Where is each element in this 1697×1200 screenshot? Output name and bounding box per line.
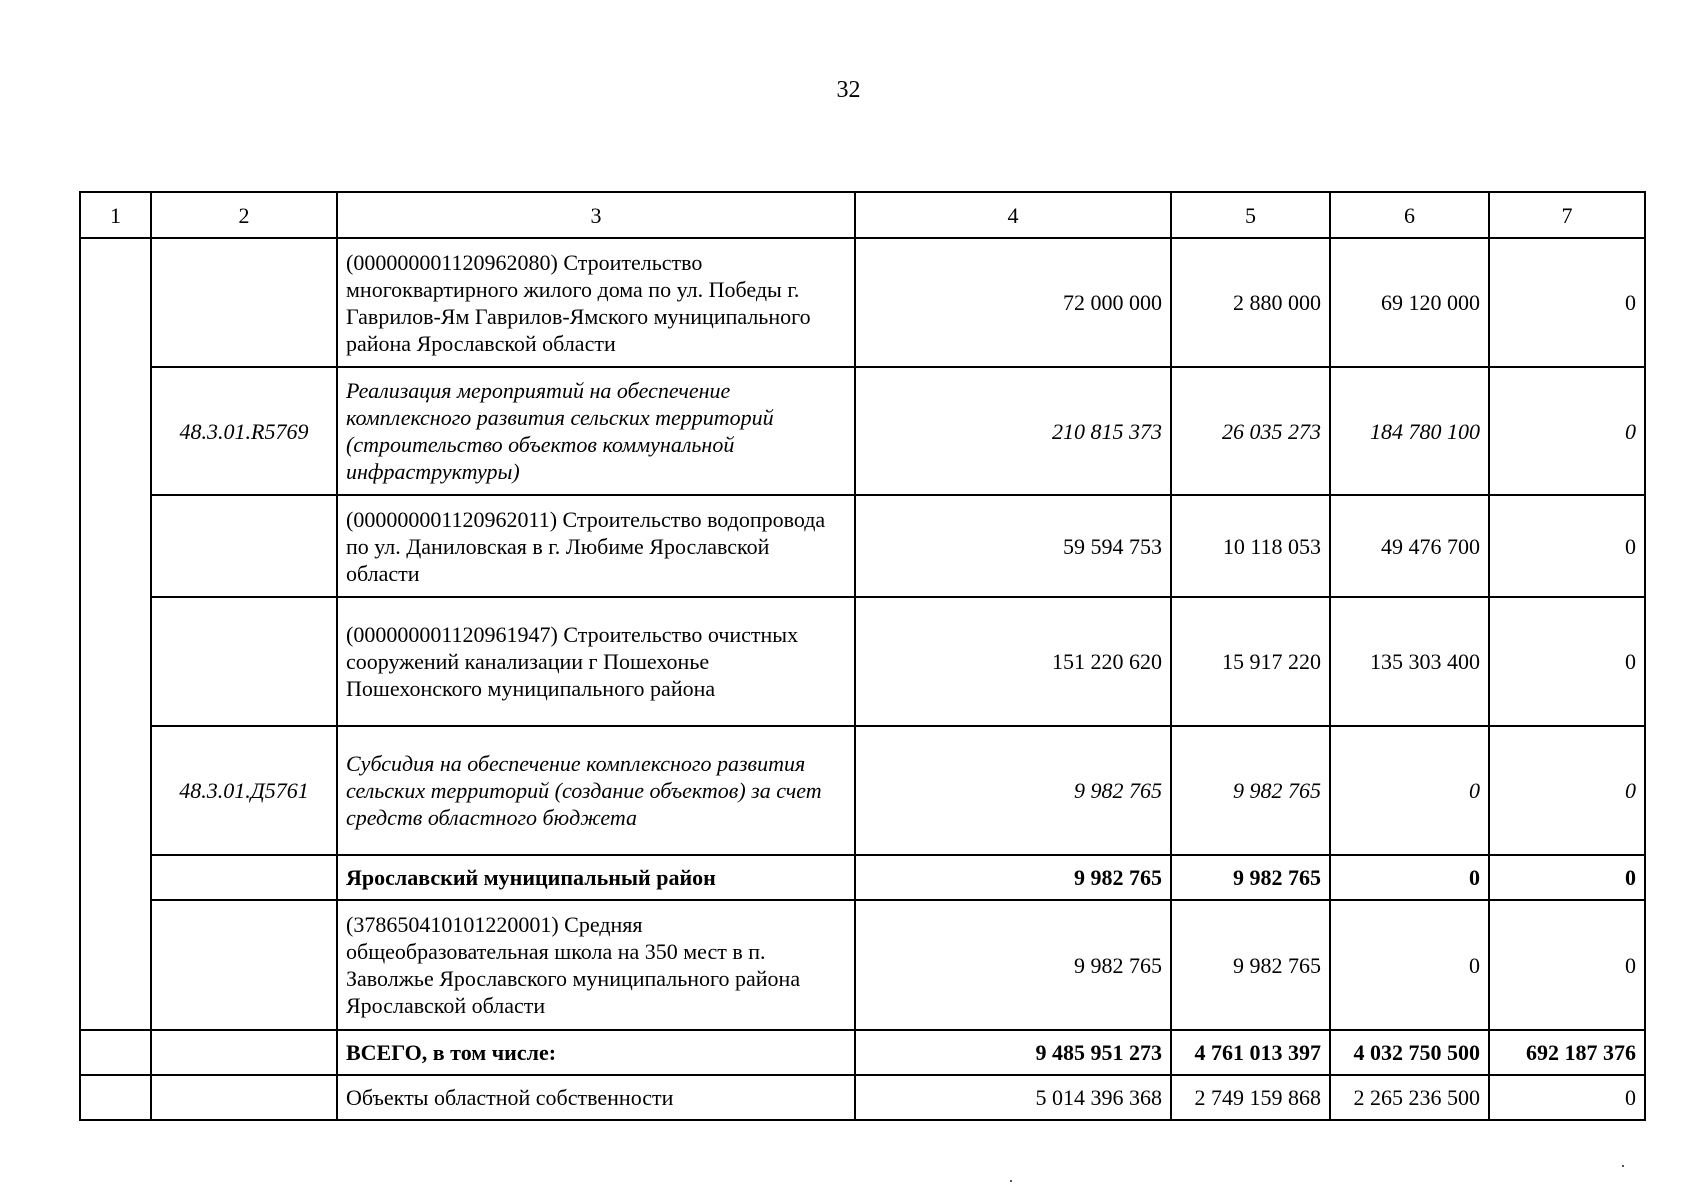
row-value-col6: 0 bbox=[1330, 900, 1489, 1030]
row-value-col5: 15 917 220 bbox=[1171, 597, 1330, 726]
row-code bbox=[151, 855, 337, 900]
row-name: (378650410101220001) Средняя общеобразовательная школа на 350 мест в п. Заволжье Ярославского муниципального района Ярославской области bbox=[337, 900, 855, 1030]
row-name: Субсидия на обеспечение комплексного развития сельских территорий (создание объектов) за счет средств областного бюджета bbox=[337, 726, 855, 855]
page-number: 32 bbox=[836, 77, 861, 103]
table-row bbox=[80, 900, 1645, 1030]
row-value-col6: 49 476 700 bbox=[1330, 495, 1489, 597]
row-value-col5: 10 118 053 bbox=[1171, 495, 1330, 597]
column-header: 6 bbox=[1330, 192, 1489, 238]
row-value-col4: 9 982 765 bbox=[855, 855, 1171, 900]
row-value-col7: 0 bbox=[1489, 597, 1645, 726]
table-row bbox=[80, 597, 1645, 726]
row-value-col5: 2 749 159 868 bbox=[1171, 1075, 1330, 1120]
row-value-col6: 4 032 750 500 bbox=[1330, 1030, 1489, 1075]
row-value-col5: 4 761 013 397 bbox=[1171, 1030, 1330, 1075]
row-value-col4: 9 982 765 bbox=[855, 726, 1171, 855]
row-value-col7: 0 bbox=[1489, 367, 1645, 495]
row-value-col4: 5 014 396 368 bbox=[855, 1075, 1171, 1120]
row-value-col5: 9 982 765 bbox=[1171, 726, 1330, 855]
table-header-row bbox=[80, 192, 1645, 238]
row-code bbox=[151, 1075, 337, 1120]
table-row bbox=[80, 238, 1645, 367]
column-header: 7 bbox=[1489, 192, 1645, 238]
row-value-col6: 135 303 400 bbox=[1330, 597, 1489, 726]
row-value-col5: 26 035 273 bbox=[1171, 367, 1330, 495]
table-row bbox=[80, 1075, 1645, 1120]
row-value-col7: 0 bbox=[1489, 855, 1645, 900]
row-value-col5: 9 982 765 bbox=[1171, 900, 1330, 1030]
row-name: Реализация мероприятий на обеспечение комплексного развития сельских территорий (строительство объектов коммунальной инфраструктуры) bbox=[337, 367, 855, 495]
row-value-col4: 151 220 620 bbox=[855, 597, 1171, 726]
row-value-col4: 72 000 000 bbox=[855, 238, 1171, 367]
scan-speck bbox=[1622, 1165, 1624, 1167]
row-value-col7: 0 bbox=[1489, 900, 1645, 1030]
row-code bbox=[151, 238, 337, 367]
row-value-col4: 210 815 373 bbox=[855, 367, 1171, 495]
row-value-col4: 9 485 951 273 bbox=[855, 1030, 1171, 1075]
row-value-col7: 0 bbox=[1489, 726, 1645, 855]
row-name: (000000001120962011) Строительство водопровода по ул. Даниловская в г. Любиме Ярославской области bbox=[337, 495, 855, 597]
column-header: 4 bbox=[855, 192, 1171, 238]
row-value-col5: 9 982 765 bbox=[1171, 855, 1330, 900]
row-value-col4: 59 594 753 bbox=[855, 495, 1171, 597]
table-row bbox=[80, 495, 1645, 597]
budget-table bbox=[79, 191, 1646, 1121]
column-header: 2 bbox=[151, 192, 337, 238]
scan-speck bbox=[1010, 1180, 1012, 1182]
row-code: 48.3.01.Д5761 bbox=[151, 726, 337, 855]
row-value-col6: 0 bbox=[1330, 726, 1489, 855]
row-code bbox=[151, 900, 337, 1030]
row-value-col7: 0 bbox=[1489, 238, 1645, 367]
row-code bbox=[151, 1030, 337, 1075]
table-row bbox=[80, 367, 1645, 495]
row-code bbox=[151, 495, 337, 597]
empty-cell bbox=[80, 1030, 151, 1075]
row-value-col6: 2 265 236 500 bbox=[1330, 1075, 1489, 1120]
row-code: 48.3.01.R5769 bbox=[151, 367, 337, 495]
row-value-col7: 0 bbox=[1489, 495, 1645, 597]
row-value-col4: 9 982 765 bbox=[855, 900, 1171, 1030]
row-value-col7: 692 187 376 bbox=[1489, 1030, 1645, 1075]
row-value-col7: 0 bbox=[1489, 1075, 1645, 1120]
row-value-col6: 69 120 000 bbox=[1330, 238, 1489, 367]
row-name: Объекты областной собственности bbox=[337, 1075, 855, 1120]
row-value-col5: 2 880 000 bbox=[1171, 238, 1330, 367]
row-name: ВСЕГО, в том числе: bbox=[337, 1030, 855, 1075]
row-code bbox=[151, 597, 337, 726]
column-header: 1 bbox=[80, 192, 151, 238]
row-name: (000000001120961947) Строительство очистных сооружений канализации г Пошехонье Пошехонского муниципального района bbox=[337, 597, 855, 726]
column-header: 5 bbox=[1171, 192, 1330, 238]
table-row bbox=[80, 1030, 1645, 1075]
column-header: 3 bbox=[337, 192, 855, 238]
table-row bbox=[80, 855, 1645, 900]
empty-merged-cell bbox=[80, 238, 151, 1030]
row-value-col6: 0 bbox=[1330, 855, 1489, 900]
table-row bbox=[80, 726, 1645, 855]
row-name: (000000001120962080) Строительство многоквартирного жилого дома по ул. Победы г. Гаврилов-Ям Гаврилов-Ямского муниципального района Ярославской области bbox=[337, 238, 855, 367]
row-value-col6: 184 780 100 bbox=[1330, 367, 1489, 495]
empty-cell bbox=[80, 1075, 151, 1120]
row-name: Ярославский муниципальный район bbox=[337, 855, 855, 900]
